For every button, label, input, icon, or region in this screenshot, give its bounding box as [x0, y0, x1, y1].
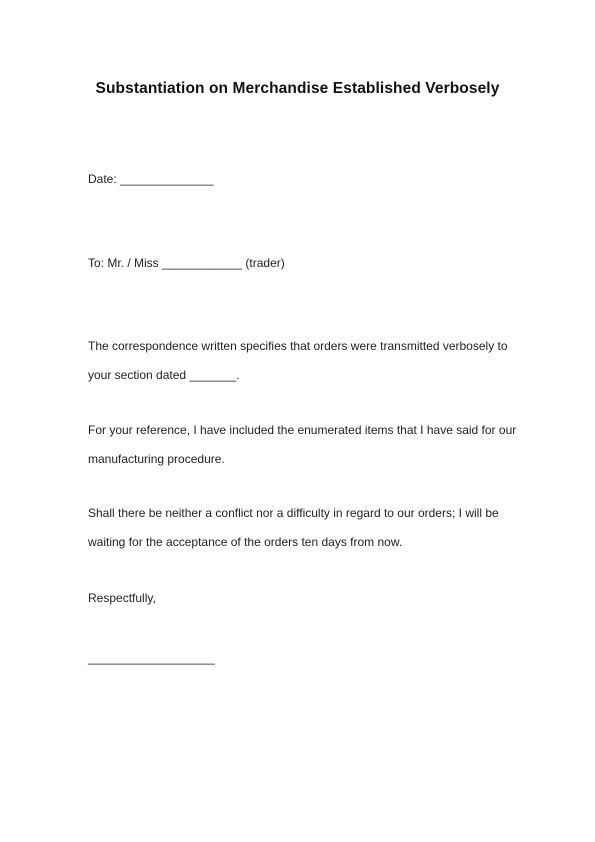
- recipient-line: To: Mr. / Miss ____________ (trader): [88, 256, 285, 270]
- paragraph-3-line-2: waiting for the acceptance of the orders ten days from now.: [88, 535, 403, 549]
- closing: Respectfully,: [88, 591, 156, 605]
- paragraph-1-line-2: your section dated _______.: [88, 368, 240, 382]
- date-line: Date: ______________: [88, 172, 214, 186]
- signature-line: ___________________: [88, 651, 215, 665]
- paragraph-1-line-1: The correspondence written specifies that orders were transmitted verbosely to: [88, 339, 508, 353]
- document-title: Substantiation on Merchandise Established Verbosely: [95, 80, 500, 97]
- paragraph-2-line-1: For your reference, I have included the enumerated items that I have said for our: [88, 423, 517, 437]
- paragraph-2-line-2: manufacturing procedure.: [88, 452, 225, 466]
- paragraph-3-line-1: Shall there be neither a conflict nor a difficulty in regard to our orders; I will be: [88, 506, 499, 520]
